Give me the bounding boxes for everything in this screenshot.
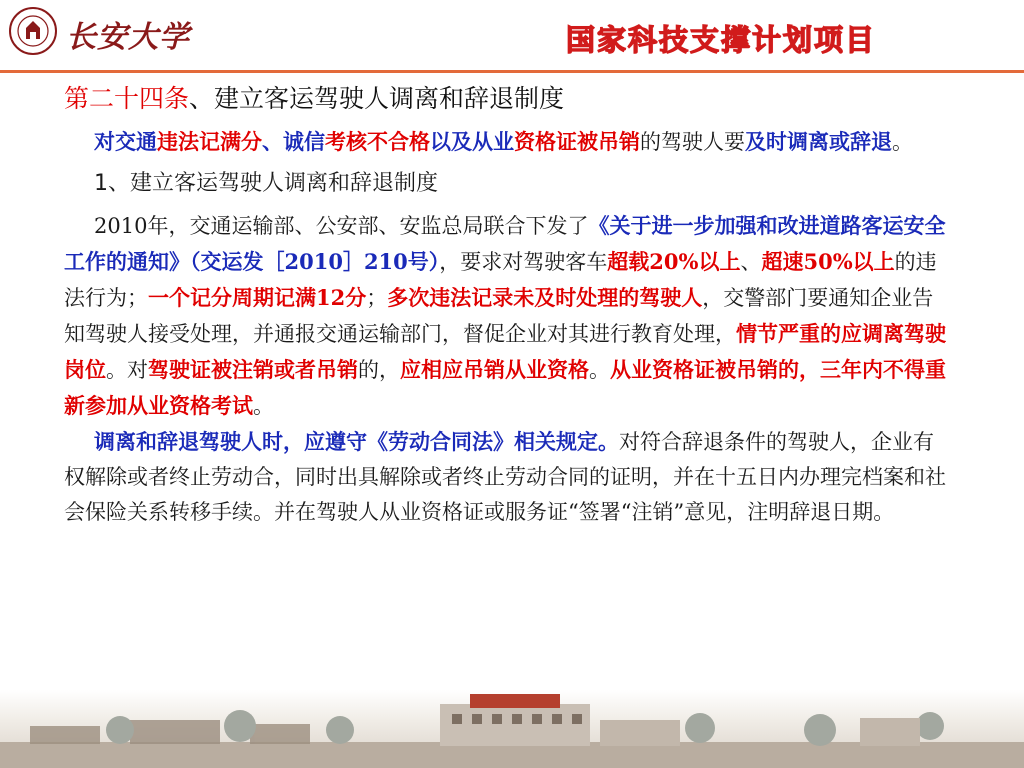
article-heading bbox=[64, 80, 954, 118]
campus-buildings-icon bbox=[0, 690, 1024, 768]
text-span: ； bbox=[366, 286, 388, 310]
university-logo-icon bbox=[8, 6, 58, 56]
text-span: 对交通 bbox=[94, 129, 157, 154]
text-span: 考核不合格 bbox=[325, 129, 430, 154]
text-span: 一个记分周期记满12分 bbox=[148, 285, 367, 310]
text-span: 多次违法记录未及时处理的驾驶人 bbox=[387, 285, 703, 310]
text-span: 。 bbox=[589, 358, 610, 382]
text-span: 《关于进一步加强和改进道路客运安全工作的通知》（交运发［2010］210号） bbox=[64, 213, 946, 274]
text-span: 2010年，交通运输部、公安部、安监总局联合下发了 bbox=[94, 214, 589, 238]
text-span: 应相应吊销从业资格 bbox=[400, 357, 589, 382]
paragraph-3 bbox=[64, 424, 954, 530]
project-title: 国家科技支撑计划项目 bbox=[566, 23, 877, 57]
article-number: 第二十四条 bbox=[64, 84, 190, 113]
text-span: 。 bbox=[253, 394, 274, 418]
paragraph-2 bbox=[64, 208, 954, 424]
text-span: 。 bbox=[892, 130, 913, 154]
text-span: 调离和辞退驾驶人时，应遵守《劳动合同法》相关规定。 bbox=[94, 429, 619, 454]
text-span: 违法记满分 bbox=[157, 129, 262, 154]
paragraph-1 bbox=[64, 124, 954, 160]
article-title: 、建立客运驾驶人调离和辞退制度 bbox=[189, 84, 565, 113]
slide-body bbox=[64, 80, 954, 530]
text-span: 驾驶证被注销或者吊销 bbox=[148, 357, 358, 382]
text-span: 的驾驶人要 bbox=[640, 130, 745, 154]
text-span: 以及从业 bbox=[430, 129, 514, 154]
text-span: 从业资格证被吊销的，三年内不得重新参加从业资格考试 bbox=[64, 357, 946, 418]
text-span: 的违法行为； bbox=[64, 250, 937, 310]
text-span: 对符合辞退条件的驾驶人，企业有权解除或者终止劳动合，同时出具解除或者终止劳动合同的证明，并在十五日内办理完档案和社会保险关系转移手续。并在驾驶人从业资格证或服务证“签署“注销”意见，注明辞退日期。 bbox=[64, 430, 946, 524]
slide-header bbox=[0, 0, 1024, 76]
subheading: 1、建立客运驾驶人调离和辞退制度 bbox=[94, 171, 438, 196]
text-span: 。对 bbox=[106, 358, 148, 382]
campus-banner bbox=[0, 690, 1024, 768]
text-span: 、 bbox=[740, 250, 762, 274]
text-span: 情节严重的应调离驾驶岗位 bbox=[64, 321, 946, 382]
text-span: 及时调离或辞退 bbox=[745, 129, 892, 154]
university-name: 长安大学 bbox=[66, 20, 190, 55]
text-span: 超载20%以上 bbox=[607, 249, 741, 274]
text-span: 资格证被吊销 bbox=[514, 129, 640, 154]
text-span: ，交警部门要通知企业告知驾驶人接受处理，并通报交通运输部门，督促企业对其进行教育处理， bbox=[64, 286, 934, 346]
text-span: 的， bbox=[358, 358, 400, 382]
text-span: ，要求对驾驶客车 bbox=[439, 250, 608, 274]
text-span: 、诚信 bbox=[262, 129, 325, 154]
header-divider bbox=[0, 70, 1024, 73]
text-span: 超速50%以上 bbox=[761, 249, 895, 274]
